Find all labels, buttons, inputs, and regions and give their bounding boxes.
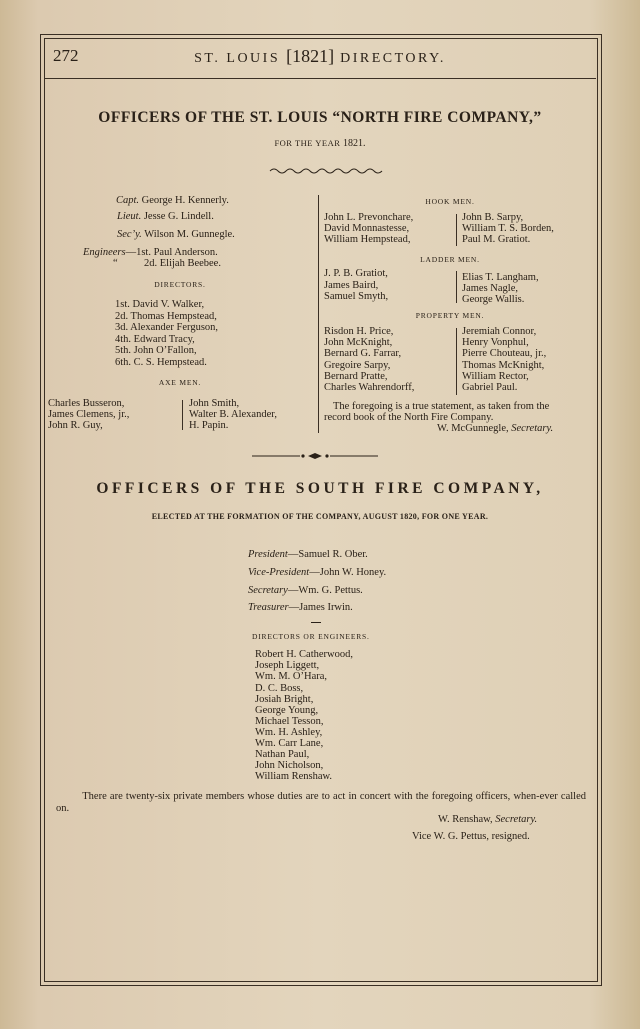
- south-signature-vice: Vice W. G. Pettus, resigned.: [412, 831, 530, 842]
- south-directors-heading: DIRECTORS OR ENGINEERS.: [252, 632, 370, 641]
- north-hook-heading: HOOK MEN.: [425, 197, 475, 206]
- south-director: John Nicholson,: [255, 760, 324, 771]
- south-director: Wm. H. Ashley,: [255, 727, 323, 738]
- short-rule: [311, 622, 321, 623]
- south-director: Nathan Paul,: [255, 749, 310, 760]
- north-subtitle-year: 1821.: [343, 138, 366, 149]
- running-head-right: DIRECTORY.: [340, 51, 446, 66]
- south-director: D. C. Boss,: [255, 683, 304, 694]
- running-head-year: [1821]: [286, 46, 335, 66]
- south-officer-secretary: Secretary—Wm. G. Pettus.: [248, 585, 363, 596]
- north-axe-heading: AXE MEN.: [158, 378, 202, 387]
- hook-man: David Monnastesse,: [324, 223, 410, 234]
- axe-man: Walter B. Alexander,: [189, 409, 277, 420]
- north-directors-heading: DIRECTORS.: [154, 280, 206, 289]
- property-man: John McKnight,: [324, 337, 393, 348]
- south-officer-vice-president: Vice-President—John W. Honey.: [248, 567, 387, 578]
- north-director-5: 5th. John O’Fallon,: [115, 345, 197, 356]
- axe-man: James Clemens, jr.,: [48, 409, 130, 420]
- ladder-man: J. P. B. Gratiot,: [324, 268, 388, 279]
- ladder-man: James Nagle,: [462, 283, 518, 294]
- hook-man: John B. Sarpy,: [462, 212, 524, 223]
- south-director: Michael Tesson,: [255, 716, 324, 727]
- north-officer-captain: Capt. George H. Kennerly.: [116, 195, 229, 206]
- axe-man: Charles Busseron,: [48, 398, 125, 409]
- hook-man: William T. S. Borden,: [462, 223, 554, 234]
- ladder-divider: [456, 271, 457, 303]
- property-man: Henry Vonphul,: [462, 337, 529, 348]
- south-members-note: There are twenty-six private members whose duties are to act in concert with the foregoing officers, when-ever called on.: [56, 791, 586, 814]
- property-man: Bernard Pratte,: [324, 371, 388, 382]
- north-subtitle-text: FOR THE YEAR: [274, 138, 341, 148]
- south-director: Joseph Liggett,: [255, 660, 320, 671]
- south-director: William Renshaw.: [255, 771, 333, 782]
- ladder-man: George Wallis.: [462, 294, 525, 305]
- axe-divider: [182, 400, 183, 430]
- north-officer-secretary: Sec’y. Wilson M. Gunnegle.: [117, 229, 235, 240]
- axe-man: John Smith,: [189, 398, 240, 409]
- wavy-rule: [268, 166, 384, 176]
- hook-man: Paul M. Gratiot.: [462, 234, 531, 245]
- property-man: Bernard G. Farrar,: [324, 348, 402, 359]
- south-director: Robert H. Catherwood,: [255, 649, 353, 660]
- axe-man: John R. Guy,: [48, 420, 103, 431]
- south-director: George Young,: [255, 705, 319, 716]
- south-officer-president: President—Samuel R. Ober.: [248, 549, 368, 560]
- north-engineer-2: 2d. Elijah Beebee.: [144, 258, 221, 269]
- property-man: Gregoire Sarpy,: [324, 360, 391, 371]
- page-number: 272: [53, 46, 79, 65]
- property-man: Charles Wahrendorff,: [324, 382, 415, 393]
- north-director-4: 4th. Edward Tracy,: [115, 334, 195, 345]
- property-man: Jeremiah Connor,: [462, 326, 537, 337]
- north-company-subtitle: [44, 138, 596, 149]
- hook-divider: [456, 214, 457, 246]
- north-director-2: 2d. Thomas Hempstead,: [115, 311, 217, 322]
- property-man: Thomas McKnight,: [462, 360, 545, 371]
- south-signature: W. Renshaw, Secretary.: [438, 814, 538, 825]
- north-engineer-1: Engineers—1st. Paul Anderson.: [83, 247, 218, 258]
- ladder-man: Samuel Smyth,: [324, 291, 389, 302]
- north-statement-line-1: The foregoing is a true statement, as taken from the: [333, 401, 550, 412]
- axe-man: H. Papin.: [189, 420, 229, 431]
- north-company-title: OFFICERS OF THE ST. LOUIS “NORTH FIRE COMPANY,”: [98, 109, 542, 126]
- south-director: Wm. M. O’Hara,: [255, 671, 328, 682]
- north-director-3: 3d. Alexander Ferguson,: [115, 322, 219, 333]
- ladder-man: James Baird,: [324, 280, 379, 291]
- property-man: William Rector,: [462, 371, 529, 382]
- hook-man: William Hempstead,: [324, 234, 411, 245]
- north-engineer-ditto: “: [113, 258, 118, 269]
- north-statement-line-2: record book of the North Fire Company.: [324, 412, 494, 423]
- north-director-1: 1st. David V. Walker,: [115, 299, 205, 310]
- south-director: Josiah Bright,: [255, 694, 314, 705]
- north-signature: W. McGunnegle, Secretary.: [437, 423, 554, 434]
- column-divider: [318, 195, 319, 433]
- south-company-title: OFFICERS OF THE SOUTH FIRE COMPANY,: [96, 480, 544, 497]
- hook-man: John L. Prevonchare,: [324, 212, 414, 223]
- north-officer-lieutenant: Lieut. Jesse G. Lindell.: [117, 211, 214, 222]
- ladder-man: Elias T. Langham,: [462, 272, 539, 283]
- south-officer-treasurer: Treasurer—James Irwin.: [248, 602, 353, 613]
- north-ladder-heading: LADDER MEN.: [420, 255, 480, 264]
- property-man: Pierre Chouteau, jr.,: [462, 348, 547, 359]
- ornament-divider: [250, 451, 380, 461]
- north-property-heading: PROPERTY MEN.: [415, 311, 485, 320]
- property-man: Gabriel Paul.: [462, 382, 518, 393]
- property-divider: [456, 328, 457, 395]
- property-man: Risdon H. Price,: [324, 326, 394, 337]
- north-director-6: 6th. C. S. Hempstead.: [115, 357, 207, 368]
- south-director: Wm. Carr Lane,: [255, 738, 324, 749]
- south-company-subtitle: ELECTED AT THE FORMATION OF THE COMPANY, AUGUST 1820, FOR ONE YEAR.: [151, 512, 489, 521]
- header-rule: [44, 78, 596, 79]
- running-head-left: ST. LOUIS: [194, 51, 281, 66]
- running-head: [0, 46, 640, 67]
